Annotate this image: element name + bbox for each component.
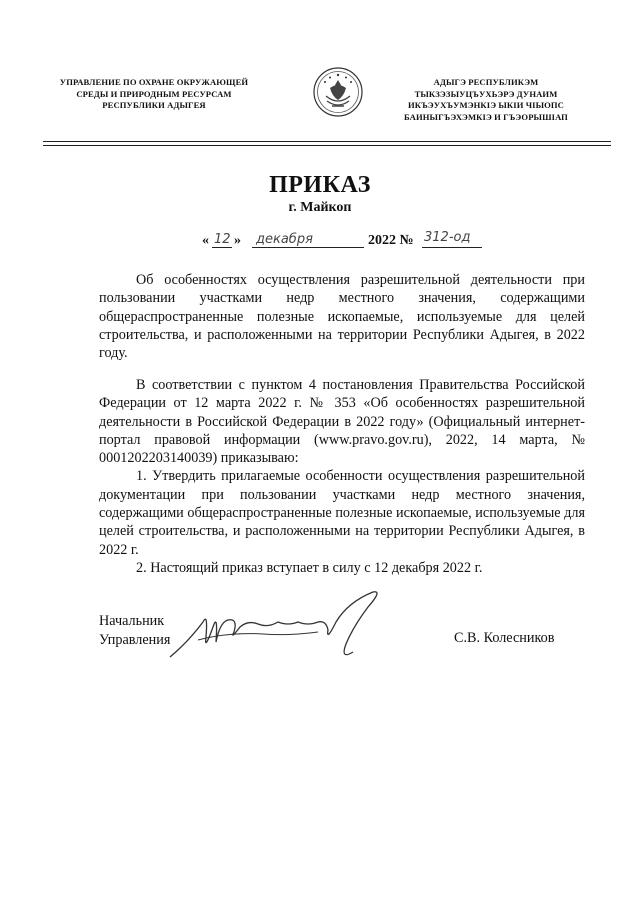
signatory-position [99,612,170,649]
issuer-name-russian [38,77,270,112]
signatory-name: С.В. Колесников [454,630,555,646]
document-body [99,376,585,577]
date-quote-open: « [202,233,209,248]
date-number-line [202,230,502,252]
position-line: Начальник [99,613,165,629]
position-line: Управления [99,631,171,648]
order-item-2: 2. Настоящий приказ вступает в силу с 12 декабря 2022 г. [136,559,483,576]
body-intro-paragraph: В соответствии с пунктом 4 постановления Правительства Российской Федерации от 12 марта 2022 г. № 353 «Об особенностях разрешительной деятельности в Российской Федерации в 2022 году» (Официальный интернет-портал правовой информации (www.pravo.gov.ru), 2022, 14 марта, № 0001202203140039) приказываю: [99,377,585,467]
document-title: ПРИКАЗ [269,172,371,198]
order-item-1: 1. Утвердить прилагаемые особенности осуществления разрешительной документации при пользовании участками недр местного значения, содержащими общераспространенные полезные ископаемые, используемые для целей строительства, и расположенными на территории Республики Адыгея, в 2022 г. [99,468,585,558]
date-month: декабря [256,232,313,247]
header-divider [43,141,611,142]
issuer-line: ТЫКЗЭЗЫУЦЪУХЬЭРЭ ДУНАИМ [414,88,558,99]
date-year-number-label: 2022 № [368,233,414,248]
document-subject [99,271,585,362]
issuer-line: СРЕДЫ И ПРИРОДНЫМ РЕСУРСАМ [76,88,232,99]
issuer-line: РЕСПУБЛИКИ АДЫГЕЯ [102,100,206,110]
number-underline [422,247,482,248]
date-quote-close: » [234,233,241,248]
issuer-line: БАИНЫГЪЭХЭМКIЭ И ГЪЭОРЫШIАП [404,111,568,122]
coat-of-arms-icon [312,66,364,118]
issuer-line: АДЫГЭ РЕСПУБЛИКЭМ [433,77,539,87]
document-city: г. Майкоп [288,200,352,215]
document-number: 312-од [424,230,471,245]
issuer-name-adyghe [370,77,602,123]
issuer-line: ИКЪЭУХЪУМЭНКIЭ ЫКIИ ЧIЫОПС [407,100,564,110]
handwritten-signature [168,582,398,672]
header-divider [43,145,611,146]
month-underline [252,247,364,248]
subject-paragraph: Об особенностях осуществления разрешительной деятельности при пользовании участками недр местного значения, содержащими общераспространенные полезные ископаемые, используемые для целей строительства, и расположенными на территории Республики Адыгея, в 2022 году. [99,272,585,362]
issuer-line: УПРАВЛЕНИЕ ПО ОХРАНЕ ОКРУЖАЮЩЕЙ [59,77,249,87]
date-day: 12 [214,232,231,247]
day-underline [212,247,232,248]
